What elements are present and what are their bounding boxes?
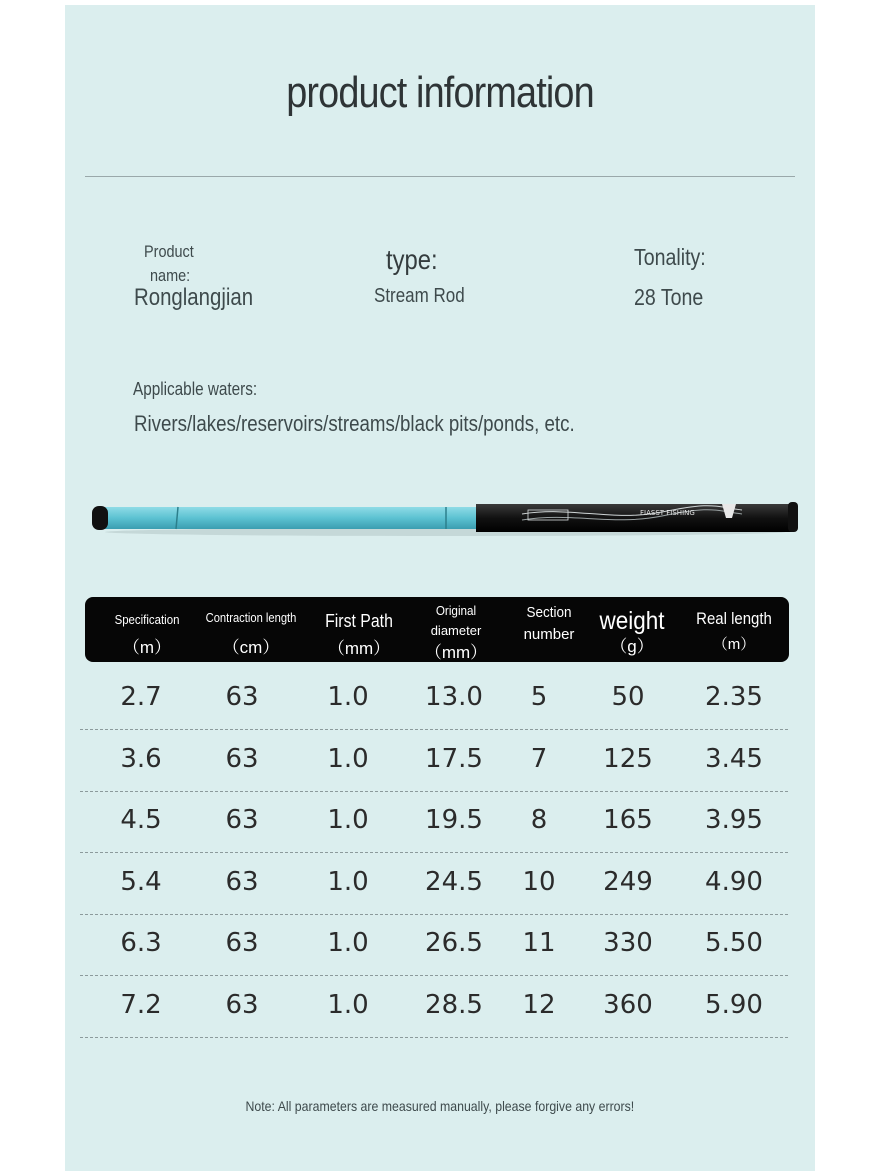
table-cell: 2.35 <box>705 682 763 712</box>
table-row <box>80 853 788 915</box>
table-cell: 63 <box>225 743 259 774</box>
table-cell: 7 <box>530 743 548 774</box>
header-contraction-length: Contraction length （cm） <box>205 610 297 657</box>
product-name-label: Product <box>144 242 194 261</box>
table-cell: 360 <box>603 990 653 1020</box>
table-cell: 63 <box>225 866 259 897</box>
table-cell: 330 <box>603 928 653 959</box>
table-cell: 1.0 <box>327 743 369 774</box>
table-header <box>85 597 789 662</box>
table-cell: 5.4 <box>120 866 162 897</box>
table-cell: 3.95 <box>705 805 763 836</box>
waters-value: Rivers/lakes/reservoirs/streams/black pits/ponds, etc. <box>134 411 575 436</box>
table-cell: 5.50 <box>705 928 763 959</box>
table-cell: 1.0 <box>327 682 369 712</box>
table-cell: 13.0 <box>425 682 483 712</box>
header-first-path: First Path （mm） <box>325 611 393 658</box>
header-original-diameter: Original diameter （mm） <box>424 603 488 662</box>
table-cell: 26.5 <box>425 928 483 959</box>
table-cell: 63 <box>225 928 259 959</box>
table-cell: 1.0 <box>327 805 369 836</box>
table-row <box>80 914 788 976</box>
table-cell: 50 <box>611 682 645 712</box>
table-cell: 63 <box>225 805 259 836</box>
header-real-length: Real length （m） <box>696 609 772 653</box>
product-name-label-line2: name: <box>150 266 191 285</box>
table-cell: 3.6 <box>120 743 162 774</box>
table-cell: 1.0 <box>327 928 369 959</box>
product-name-value: Ronglangjian <box>134 284 254 311</box>
divider <box>85 176 795 177</box>
rod-brand-text: FIASST FISHING <box>640 509 695 517</box>
table-cell: 63 <box>225 990 259 1020</box>
page-title: product information <box>286 68 594 117</box>
table-cell: 165 <box>603 805 653 836</box>
table-cell: 4.5 <box>120 805 162 836</box>
table-cell: 4.90 <box>705 866 763 897</box>
table-cell: 63 <box>225 682 259 712</box>
tonality-label: Tonality: <box>634 244 706 270</box>
footnote: Note: All parameters are measured manually, please forgive any errors! <box>245 1098 635 1114</box>
table-cell: 10 <box>522 866 556 897</box>
table-cell: 5 <box>530 682 548 712</box>
table-cell: 2.7 <box>120 682 162 712</box>
table-cell: 28.5 <box>425 990 483 1020</box>
table-cell: 6.3 <box>120 928 162 959</box>
table-row <box>80 730 788 792</box>
table-row <box>80 976 788 1038</box>
table-cell: 3.45 <box>705 743 763 774</box>
table-row <box>80 791 788 853</box>
type-label: type: <box>386 244 438 275</box>
table-cell: 1.0 <box>327 990 369 1020</box>
table-cell: 249 <box>603 866 653 897</box>
fishing-rod-image <box>92 500 798 536</box>
table-cell: 1.0 <box>327 866 369 897</box>
table-cell: 8 <box>530 805 548 836</box>
waters-label: Applicable waters: <box>133 379 258 399</box>
type-value: Stream Rod <box>374 285 465 307</box>
table-row <box>80 668 788 730</box>
header-section-number: Section number <box>523 604 575 643</box>
header-specification: Specification （m） <box>114 612 180 657</box>
tonality-value: 28 Tone <box>634 284 704 310</box>
table-cell: 19.5 <box>425 805 483 836</box>
row-divider <box>80 1037 788 1038</box>
table-cell: 17.5 <box>425 743 483 774</box>
header-weight: weight （g） <box>599 607 665 656</box>
table-cell: 24.5 <box>425 866 483 897</box>
table-cell: 11 <box>522 928 556 959</box>
table-cell: 125 <box>603 743 653 774</box>
table-cell: 12 <box>522 990 556 1020</box>
table-cell: 5.90 <box>705 990 763 1020</box>
table-cell: 7.2 <box>120 990 162 1020</box>
